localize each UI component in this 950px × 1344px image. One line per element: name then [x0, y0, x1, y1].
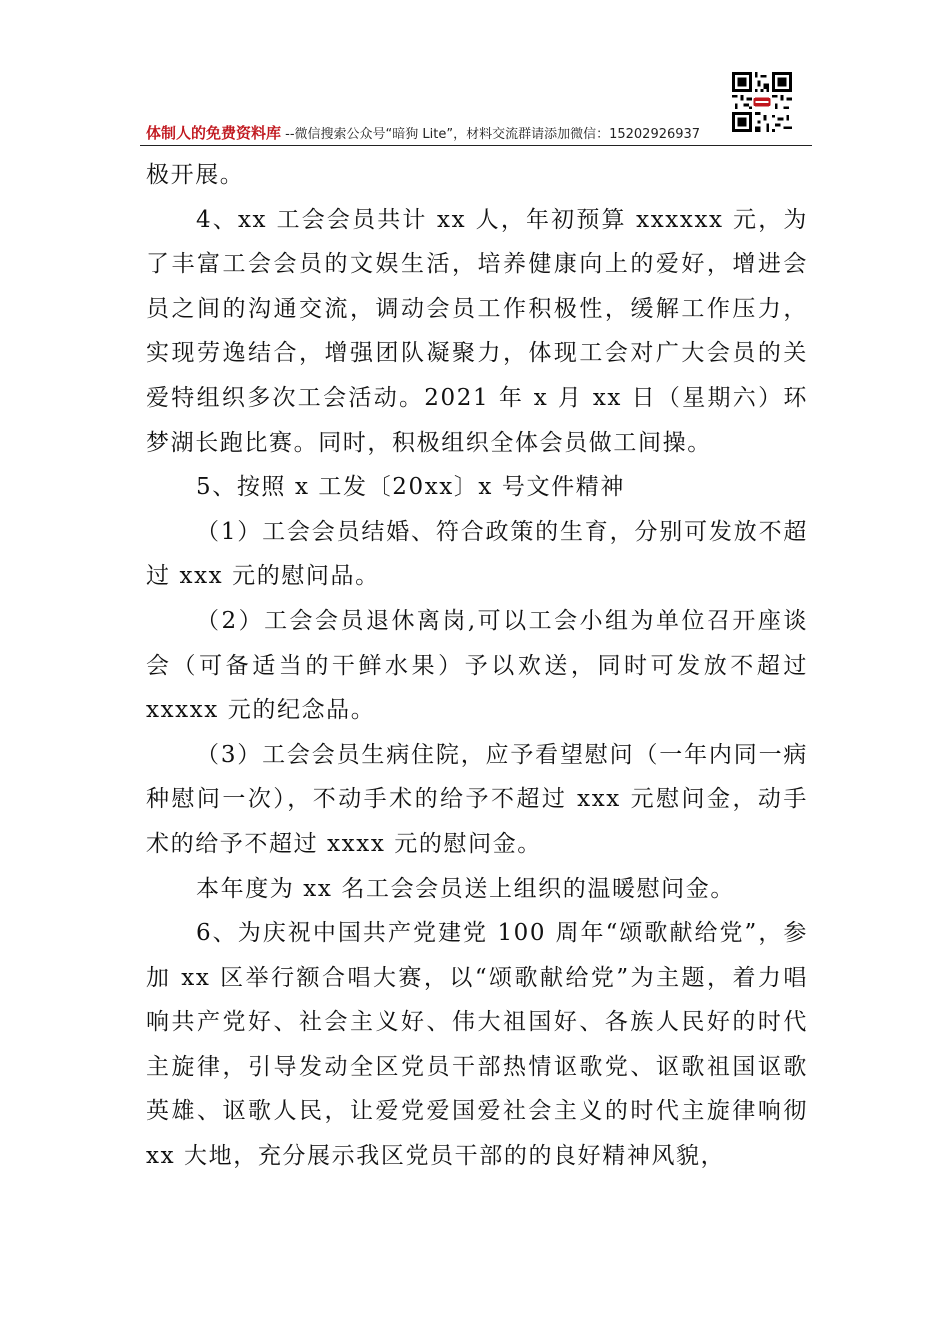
header-note: --微信搜索公众号“暗狗 Lite”，材料交流群请添加微信：15202926937 [285, 127, 701, 142]
header-divider [140, 145, 812, 146]
paragraph: 6、为庆祝中国共产党建党 100 周年“颂歌献给党”，参加 xx 区举行额合唱大赛，以“颂歌献给党”为主题，着力唱响共产党好、社会主义好、伟大祖国好、各族人民好的时代主旋律，引导发动全区党员干部热情讴歌党、讴歌祖国讴歌英雄、讴歌人民，让爱党爱国爱社会主义的时代主旋律响彻 xx 大地，充分展示我区党员干部的的良好精神风貌， [146, 920, 808, 1170]
paragraph: （3）工会会员生病住院，应予看望慰问（一年内同一病种慰问一次），不动手术的给予不超过 xxx 元慰问金，动手术的给予不超过 xxxx 元的慰问金。 [146, 741, 808, 857]
paragraph: 本年度为 xx 名工会会员送上组织的温暖慰问金。 [196, 875, 735, 902]
document-body [146, 153, 808, 1179]
qr-code-icon [732, 72, 792, 132]
header-brand: 体制人的免费资料库 [146, 124, 282, 142]
paragraph: 5、按照 x 工发〔20xx〕x 号文件精神 [196, 474, 625, 501]
paragraph: 极开展。 [146, 162, 245, 188]
paragraph: （1）工会会员结婚、符合政策的生育，分别可发放不超过 xxx 元的慰问品。 [146, 518, 808, 590]
paragraph: 4、xx 工会会员共计 xx 人，年初预算 xxxxxx 元，为了丰富工会会员的文娱生活，培养健康向上的爱好，增进会员之间的沟通交流，调动会员工作积极性，缓解工作压力，实现劳逸结合，增强团队凝聚力，体现工会对广大会员的关爱特组织多次工会活动。2021 年 x 月 xx 日（星期六）环梦湖长跑比赛。同时，积极组织全体会员做工间操。 [146, 206, 808, 456]
page-header [146, 122, 700, 144]
paragraph: （2）工会会员退休离岗,可以工会小组为单位召开座谈会（可备适当的干鲜水果）予以欢送，同时可发放不超过 xxxxx 元的纪念品。 [146, 607, 808, 724]
